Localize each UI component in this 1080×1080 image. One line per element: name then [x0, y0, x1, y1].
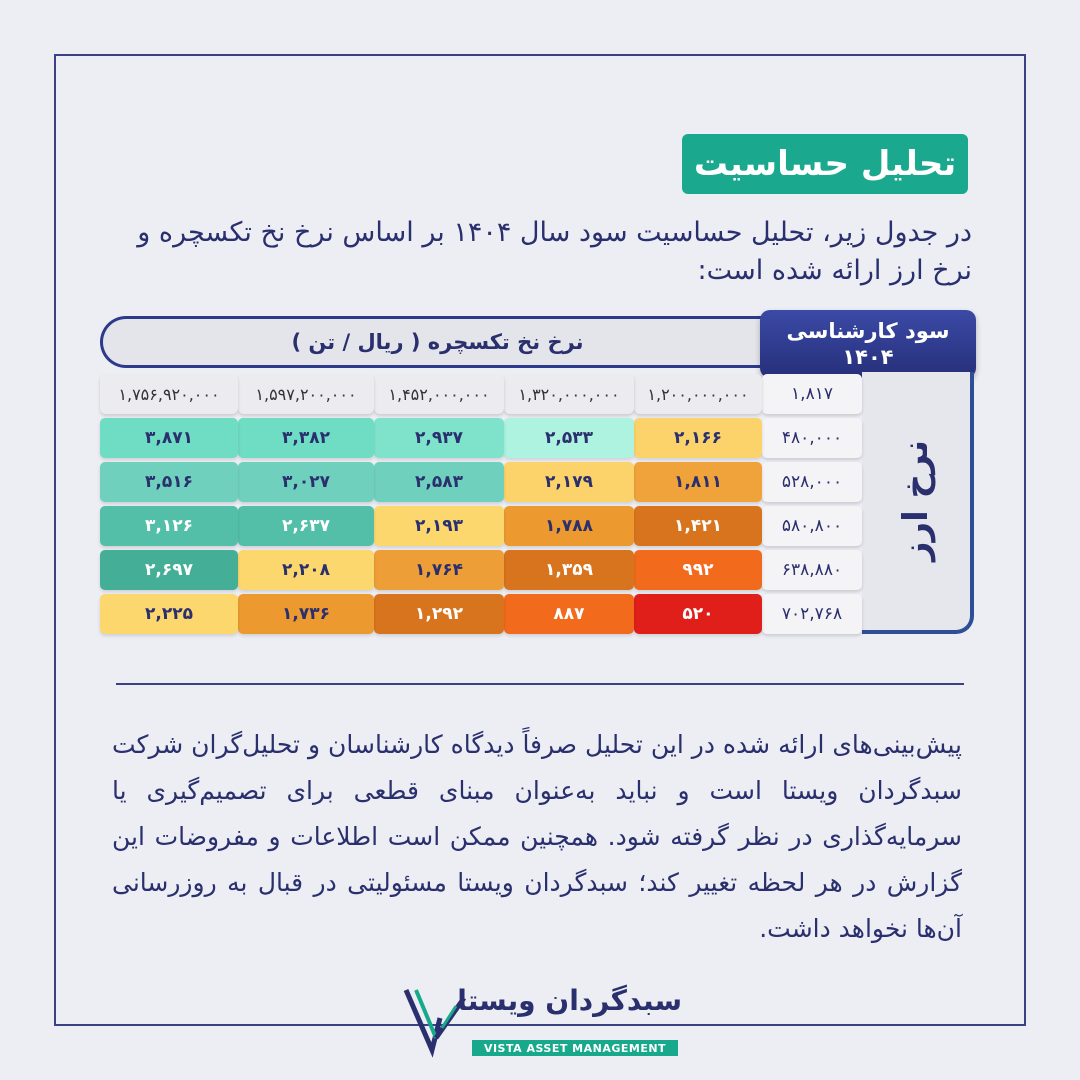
table-cell: ۱,۷۸۸ [504, 506, 634, 546]
table-cell: ۱,۷۳۶ [238, 594, 374, 634]
column-header: ۱,۲۰۰,۰۰۰,۰۰۰ [634, 374, 762, 414]
table-cell: ۲,۵۸۳ [374, 462, 504, 502]
table-cell: ۲,۱۹۳ [374, 506, 504, 546]
column-group-header: نرخ نخ تکسچره ( ریال / تن ) [100, 316, 772, 368]
table-cell: ۲,۲۲۵ [100, 594, 238, 634]
divider [116, 683, 964, 685]
corner-header-line2: ۱۴۰۴ [842, 345, 894, 369]
table-cell: ۱,۲۹۲ [374, 594, 504, 634]
base-value-cell: ۱,۸۱۷ [762, 374, 862, 414]
row-group-label: نرخ ارز [896, 440, 936, 562]
table-cell: ۵۲۰ [634, 594, 762, 634]
page-title: تحلیل حساسیت [682, 134, 968, 194]
logo-name-fa: سبدگردان ویستا [457, 984, 682, 1017]
row-header: ۴۸۰,۰۰۰ [762, 418, 862, 458]
company-logo [402, 984, 682, 1058]
table-cell: ۳,۸۷۱ [100, 418, 238, 458]
table-cell: ۲,۵۳۳ [504, 418, 634, 458]
table-cell: ۲,۱۶۶ [634, 418, 762, 458]
table-cell: ۳,۰۲۷ [238, 462, 374, 502]
row-group-header [862, 372, 974, 634]
table-cell: ۳,۵۱۶ [100, 462, 238, 502]
table-cell: ۸۸۷ [504, 594, 634, 634]
disclaimer-text: پیش‌بینی‌های ارائه شده در این تحلیل صرفاً دیدگاه کارشناسان و تحلیل‌گران شرکت سبدگردان ویستا است و نباید به‌عنوان مبنای قطعی برای تصمیم‌گیری یا سرمایه‌گذاری در نظر گرفته شود. همچنین ممکن است اطلاعات و مفروضات این گزارش در هر لحظه تغییر کند؛ سبدگردان ویستا مسئولیتی در قبال به روزرسانی آن‌ها نخواهد داشت. [112, 730, 962, 943]
row-header: ۵۲۸,۰۰۰ [762, 462, 862, 502]
table-cell: ۲,۶۹۷ [100, 550, 238, 590]
table-cell: ۱,۸۱۱ [634, 462, 762, 502]
column-header: ۱,۵۹۷,۲۰۰,۰۰۰ [238, 374, 374, 414]
table-cell: ۳,۳۸۲ [238, 418, 374, 458]
row-header: ۵۸۰,۸۰۰ [762, 506, 862, 546]
column-header: ۱,۴۵۲,۰۰۰,۰۰۰ [374, 374, 504, 414]
table-cell: ۱,۷۶۴ [374, 550, 504, 590]
corner-header [760, 310, 976, 378]
column-header: ۱,۷۵۶,۹۲۰,۰۰۰ [100, 374, 238, 414]
table-cell: ۹۹۲ [634, 550, 762, 590]
table-cell: ۲,۲۰۸ [238, 550, 374, 590]
row-header: ۷۰۲,۷۶۸ [762, 594, 862, 634]
column-header: ۱,۳۲۰,۰۰۰,۰۰۰ [504, 374, 634, 414]
table-cell: ۲,۹۳۷ [374, 418, 504, 458]
row-header: ۶۳۸,۸۸۰ [762, 550, 862, 590]
table-cell: ۱,۴۲۱ [634, 506, 762, 546]
table-cell: ۲,۶۳۷ [238, 506, 374, 546]
corner-header-line1: سود کارشناسی [786, 319, 950, 343]
logo-name-en: VISTA ASSET MANAGEMENT [472, 1040, 678, 1056]
table-cell: ۲,۱۷۹ [504, 462, 634, 502]
intro-text: در جدول زیر، تحلیل حساسیت سود سال ۱۴۰۴ بر اساس نرخ نخ تکسچره و نرخ ارز ارائه شده است: [137, 217, 972, 286]
table-cell: ۳,۱۲۶ [100, 506, 238, 546]
table-cell: ۱,۳۵۹ [504, 550, 634, 590]
